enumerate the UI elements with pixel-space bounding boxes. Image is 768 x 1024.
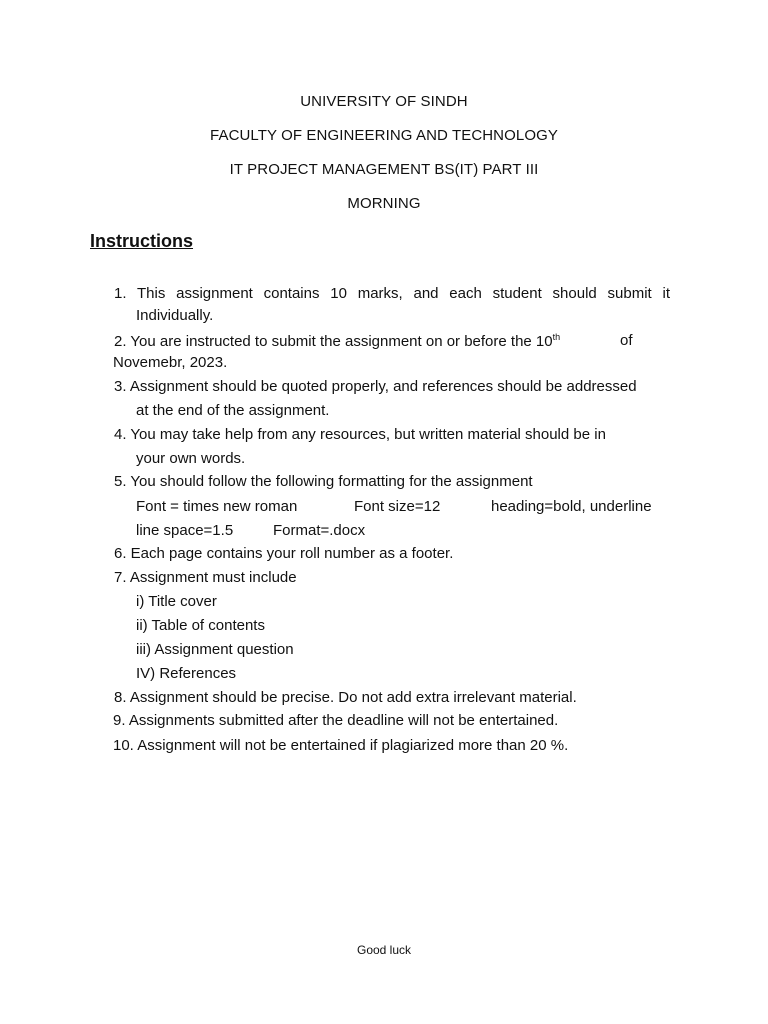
instruction-10: 10. Assignment will not be entertained if plagiarized more than 20 %. [113, 737, 569, 754]
format-font: Font = times new roman [136, 498, 298, 515]
format-heading: heading=bold, underline [491, 498, 652, 515]
instruction-8: 8. Assignment should be precise. Do not add extra irrelevant material. [114, 689, 577, 706]
instruction-6: 6. Each page contains your roll number as a footer. [114, 545, 454, 562]
instruction-7-sub-4: IV) References [136, 665, 237, 682]
instruction-3-line-2: at the end of the assignment. [136, 402, 330, 419]
course-title: IT PROJECT MANAGEMENT BS(IT) PART III [229, 161, 539, 178]
instruction-1-line-1: 1. This assignment contains 10 marks, and each student should submit it [114, 285, 670, 302]
instruction-2-line-2: Novemebr, 2023. [113, 354, 228, 371]
instruction-2-superscript: th [552, 332, 561, 342]
instructions-heading: Instructions [90, 231, 194, 251]
instruction-2-text: 2. You are instructed to submit the assignment on or before the 10 [114, 333, 553, 350]
format-font-size: Font size=12 [354, 498, 441, 515]
instruction-2-line-1 [114, 332, 560, 350]
instruction-4-line-1: 4. You may take help from any resources, but written material should be in [114, 426, 606, 443]
instruction-1-line-2: Individually. [136, 307, 214, 324]
instruction-9: 9. Assignments submitted after the deadline will not be entertained. [113, 712, 559, 729]
faculty-name: FACULTY OF ENGINEERING AND TECHNOLOGY [210, 127, 558, 144]
instruction-7-sub-2: ii) Table of contents [136, 617, 265, 634]
instruction-4-line-2: your own words. [136, 450, 246, 467]
instruction-7: 7. Assignment must include [114, 569, 297, 586]
instruction-5-line-1: 5. You should follow the following formatting for the assignment [114, 473, 533, 490]
format-line-space: line space=1.5 [136, 522, 234, 539]
footer-good-luck: Good luck [356, 943, 412, 957]
format-file-type: Format=.docx [273, 522, 366, 539]
shift-label: MORNING [347, 195, 421, 212]
instruction-3-line-1: 3. Assignment should be quoted properly, and references should be addressed [114, 378, 637, 395]
instruction-2-of: of [620, 332, 633, 349]
instruction-7-sub-1: i) Title cover [136, 593, 217, 610]
university-name: UNIVERSITY OF SINDH [300, 93, 468, 110]
instruction-7-sub-3: iii) Assignment question [136, 641, 294, 658]
